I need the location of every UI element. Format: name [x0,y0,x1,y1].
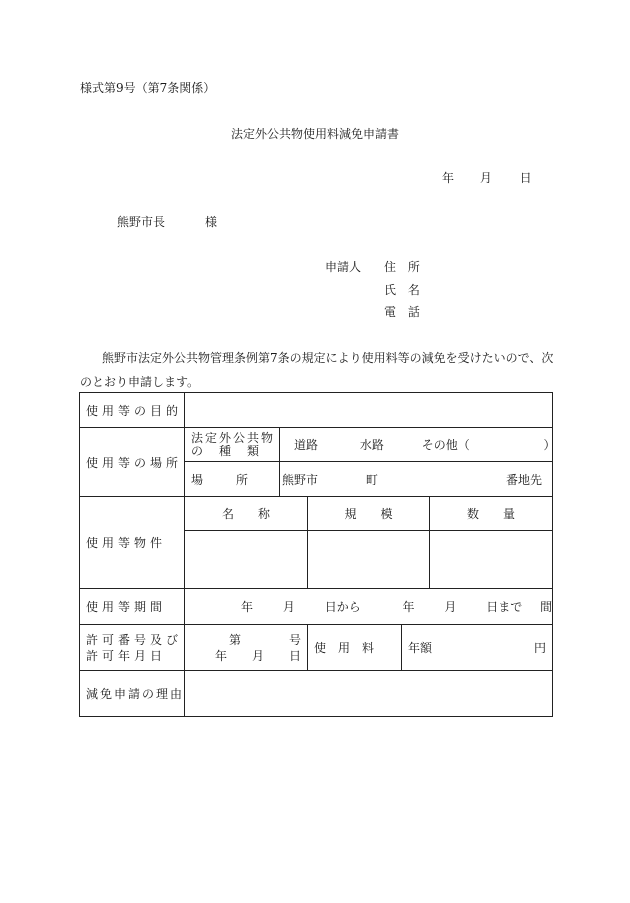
reason-label: 減免申請の理由 [86,687,185,701]
item-name-input[interactable] [185,531,308,589]
location-type-row [80,428,553,462]
application-table [79,392,556,717]
type-label-cell [185,428,280,462]
period-year-2: 年 [402,600,415,614]
location-label: 使用等の場所 [86,455,183,470]
addressee-name: 熊野市長 [117,215,166,229]
permit-year: 年 [215,648,228,663]
type-other-close: ） [543,438,556,452]
type-other[interactable]: その他（ [421,438,470,452]
place-input-cell[interactable] [280,462,553,497]
permit-row [80,625,553,671]
place-lot: 番地先 [506,472,543,487]
reason-label-cell [80,671,185,717]
applicant-name-label: 氏 名 [384,283,420,297]
addressee-honorific: 様 [205,215,218,229]
purpose-input[interactable] [185,393,553,428]
permit-no-go: 号 [288,632,301,647]
place-label-cell [185,462,280,497]
item-qty-input[interactable] [430,531,553,589]
period-year-1: 年 [241,600,254,614]
type-water[interactable]: 水路 [359,438,384,452]
period-from: 日から [324,600,361,614]
type-road[interactable]: 道路 [294,438,319,452]
type-label-line2: の 種 類 [191,443,262,458]
period-month-2: 月 [444,600,457,614]
col-name-header: 名 称 [185,497,308,531]
fee-input-cell[interactable] [402,625,553,671]
applicant-address-label: 住 所 [384,260,420,274]
place-label: 場 所 [191,472,252,487]
item-scale-input[interactable] [308,531,430,589]
period-input-cell[interactable] [185,589,553,625]
body-text: 熊野市法定外公共物管理条例第7条の規定により使用料等の減免を受けたいので、次のとおり申請します。 [80,351,554,389]
col-qty-header: 数 量 [430,497,553,531]
items-label-cell [80,497,185,589]
addressee [117,215,217,229]
applicant-label: 申請人 [325,260,362,274]
period-row [80,589,553,625]
items-header-row [80,497,553,531]
col-scale-header: 規 模 [308,497,430,531]
fee-yen: 円 [534,641,547,655]
type-options-cell[interactable] [280,428,556,462]
permit-label-line1: 許可番号及び [86,632,183,647]
date-day-label: 日 [519,171,532,185]
date-line [442,171,532,185]
period-days: 間 [540,600,553,614]
period-month-1: 月 [282,600,295,614]
applicant-phone-label: 電 話 [384,305,420,319]
date-year-label: 年 [442,171,455,185]
items-label: 使用等物件 [86,536,167,550]
period-to: 日まで [486,600,523,614]
permit-input-cell[interactable] [185,625,308,671]
type-label-line1: 法定外公共物 [191,430,276,445]
permit-day: 日 [288,648,301,663]
purpose-label: 使用等の目的 [86,403,183,418]
reason-row [80,671,553,717]
permit-month: 月 [251,648,264,663]
purpose-label-cell [80,393,185,428]
date-month-label: 月 [479,171,492,185]
period-label: 使用等期間 [86,600,167,614]
permit-label-line2: 許可年月日 [86,648,167,663]
location-label-cell [80,428,185,497]
permit-no-dai: 第 [229,632,242,647]
place-town: 町 [365,472,378,487]
fee-annual: 年額 [408,641,433,655]
form-number: 様式第9号（第7条関係） [80,81,216,95]
period-label-cell [80,589,185,625]
purpose-row [80,393,553,428]
reason-input[interactable] [185,671,553,717]
fee-label: 使 用 料 [314,641,375,655]
document-title: 法定外公共物使用料減免申請書 [230,127,399,141]
fee-label-cell [308,625,402,671]
permit-label-cell [80,625,185,671]
place-city: 熊野市 [282,472,319,487]
